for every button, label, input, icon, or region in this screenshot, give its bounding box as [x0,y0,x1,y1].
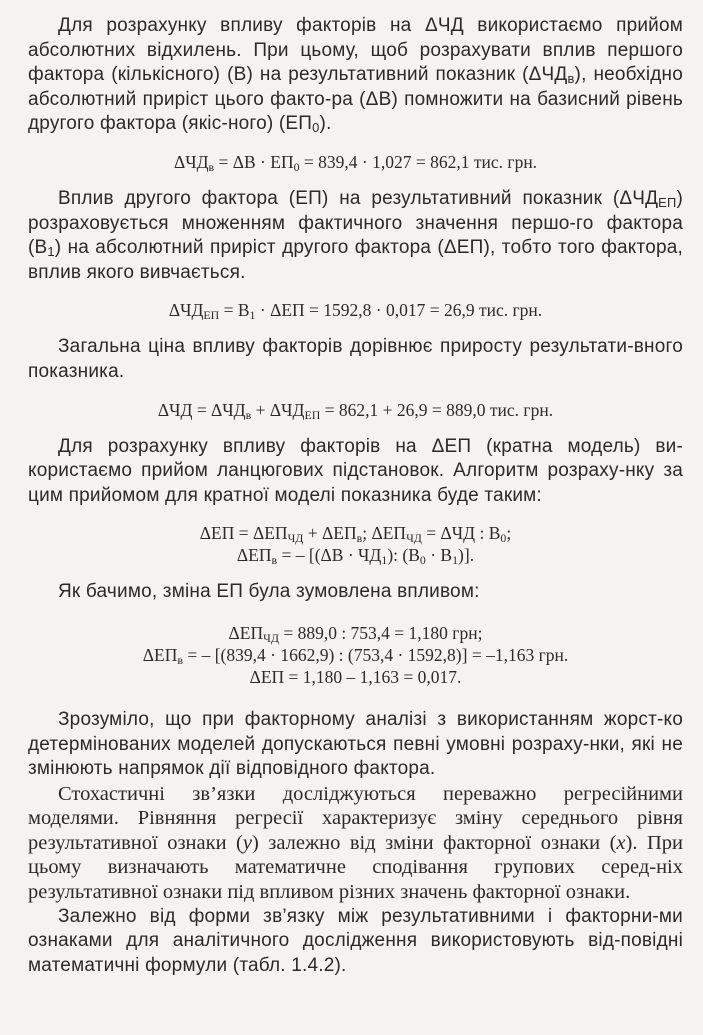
formula-first-factor: $\Delta ЧД_в = \Delta B \cdot ЕП_0 = 839,4 \cdot 1,027 = 862,1$ тис. грн. [173,151,538,174]
paragraph-second-factor: Вплив другого фактора (ЕП) на результативний показник $(\Delta ЧД_{ЕП})$ розраховується множенням фактичного значення першо-го фактора $(В_1)$ на абсолютний приріст другого фактора (ΔЕП), тобто того фактора, вплив якого вивчається. [28,187,683,283]
formula-ep-v: $\Delta ЕП_в$ = – [(839,4 · 1662,9) : (753,4 · 1592,8)] = –1,163 грн. [142,644,569,667]
document-page [28,14,683,978]
paragraph-deterministic-models: Зрозуміло, що при факторному аналізі з використанням жорст-ко детермінованих моделей допускаються певні умовні розраху-нки, які не змінюють напрямок дії відповідного фактора. [28,708,683,780]
paragraph-absolute-deviations [28,14,683,137]
paragraph-text: Для розрахунку впливу факторів на ΔЧД використаємо прийом абсолютних відхилень. При цьому, щоб розрахувати вплив першого фактора (кількісного) (В) на результативний показник (ΔЧД [28,15,683,86]
formula-ep-total: ΔЕП = 1,180 – 1,163 = 0,017. [249,666,462,687]
formula-algorithm-line2: $\Delta ЕП_в$ = – [$(\Delta B \cdot ЧД_1)$: $(В_0 \cdot В_1)$]. [236,545,475,568]
paragraph-ep-change: Як бачимо, зміна ЕП була зумовлена впливом: [58,581,480,603]
formula-ep-chd: $\Delta ЕП_{ЧД} = 889,0$ : 753,4 = 1,180 грн; [228,622,483,645]
paragraph-text: ). [319,113,332,135]
formula-algorithm-line1: $\Delta ЕП = \Delta ЕП_{ЧД} + \Delta ЕП_в$; $\Delta ЕП_{ЧД} = \Delta ЧД$ : $В_0$; [199,523,512,546]
paragraph-chain-substitution: Для розрахунку впливу факторів на ΔЕП (кратна модель) ви-користаємо прийом ланцюгових підстановок. Алгоритм розраху-нку за цим прийомом для кратної моделі показника буде таким: [28,435,683,506]
paragraph-text: ), необхідно абсолютний приріст цього факто-ра (ΔB) помножити на базисний рівень другого фактора (якіс-ного) (ЕП [28,64,684,135]
formula-second-factor: $\Delta ЧД_{ЕП} = В_1 \cdot \Delta ЕП = 1592,8 \cdot 0,017 = 26,9$ тис. грн. [168,300,543,323]
subscript: 0 [312,120,320,136]
paragraph-form-of-relation: Залежно від форми зв’язку між результативними і факторни-ми ознаками для аналітичного дослідження використовують від-повідні математичні формули (табл. 1.4.2). [28,905,683,976]
paragraph-stochastic: Стохастичні зв’язки досліджуються переважно регресійними моделями. Рівняння регресії характеризує зміну середнього рівня результативної ознаки (y) залежно від зміни факторної ознаки (x). При цьому визначають математичне сподівання групових серед-ніх результативної ознаки під впливом різних значень факторної ознаки. [28,782,683,904]
paragraph-total-influence: Загальна ціна впливу факторів дорівнює приросту результати-вного показника. [28,336,683,382]
formula-total: $\Delta ЧД = \Delta ЧД_в + \Delta ЧД_{ЕП} = 862,1 + 26,9 = 889,0$ тис. грн. [157,399,554,422]
subscript: в [567,71,575,87]
